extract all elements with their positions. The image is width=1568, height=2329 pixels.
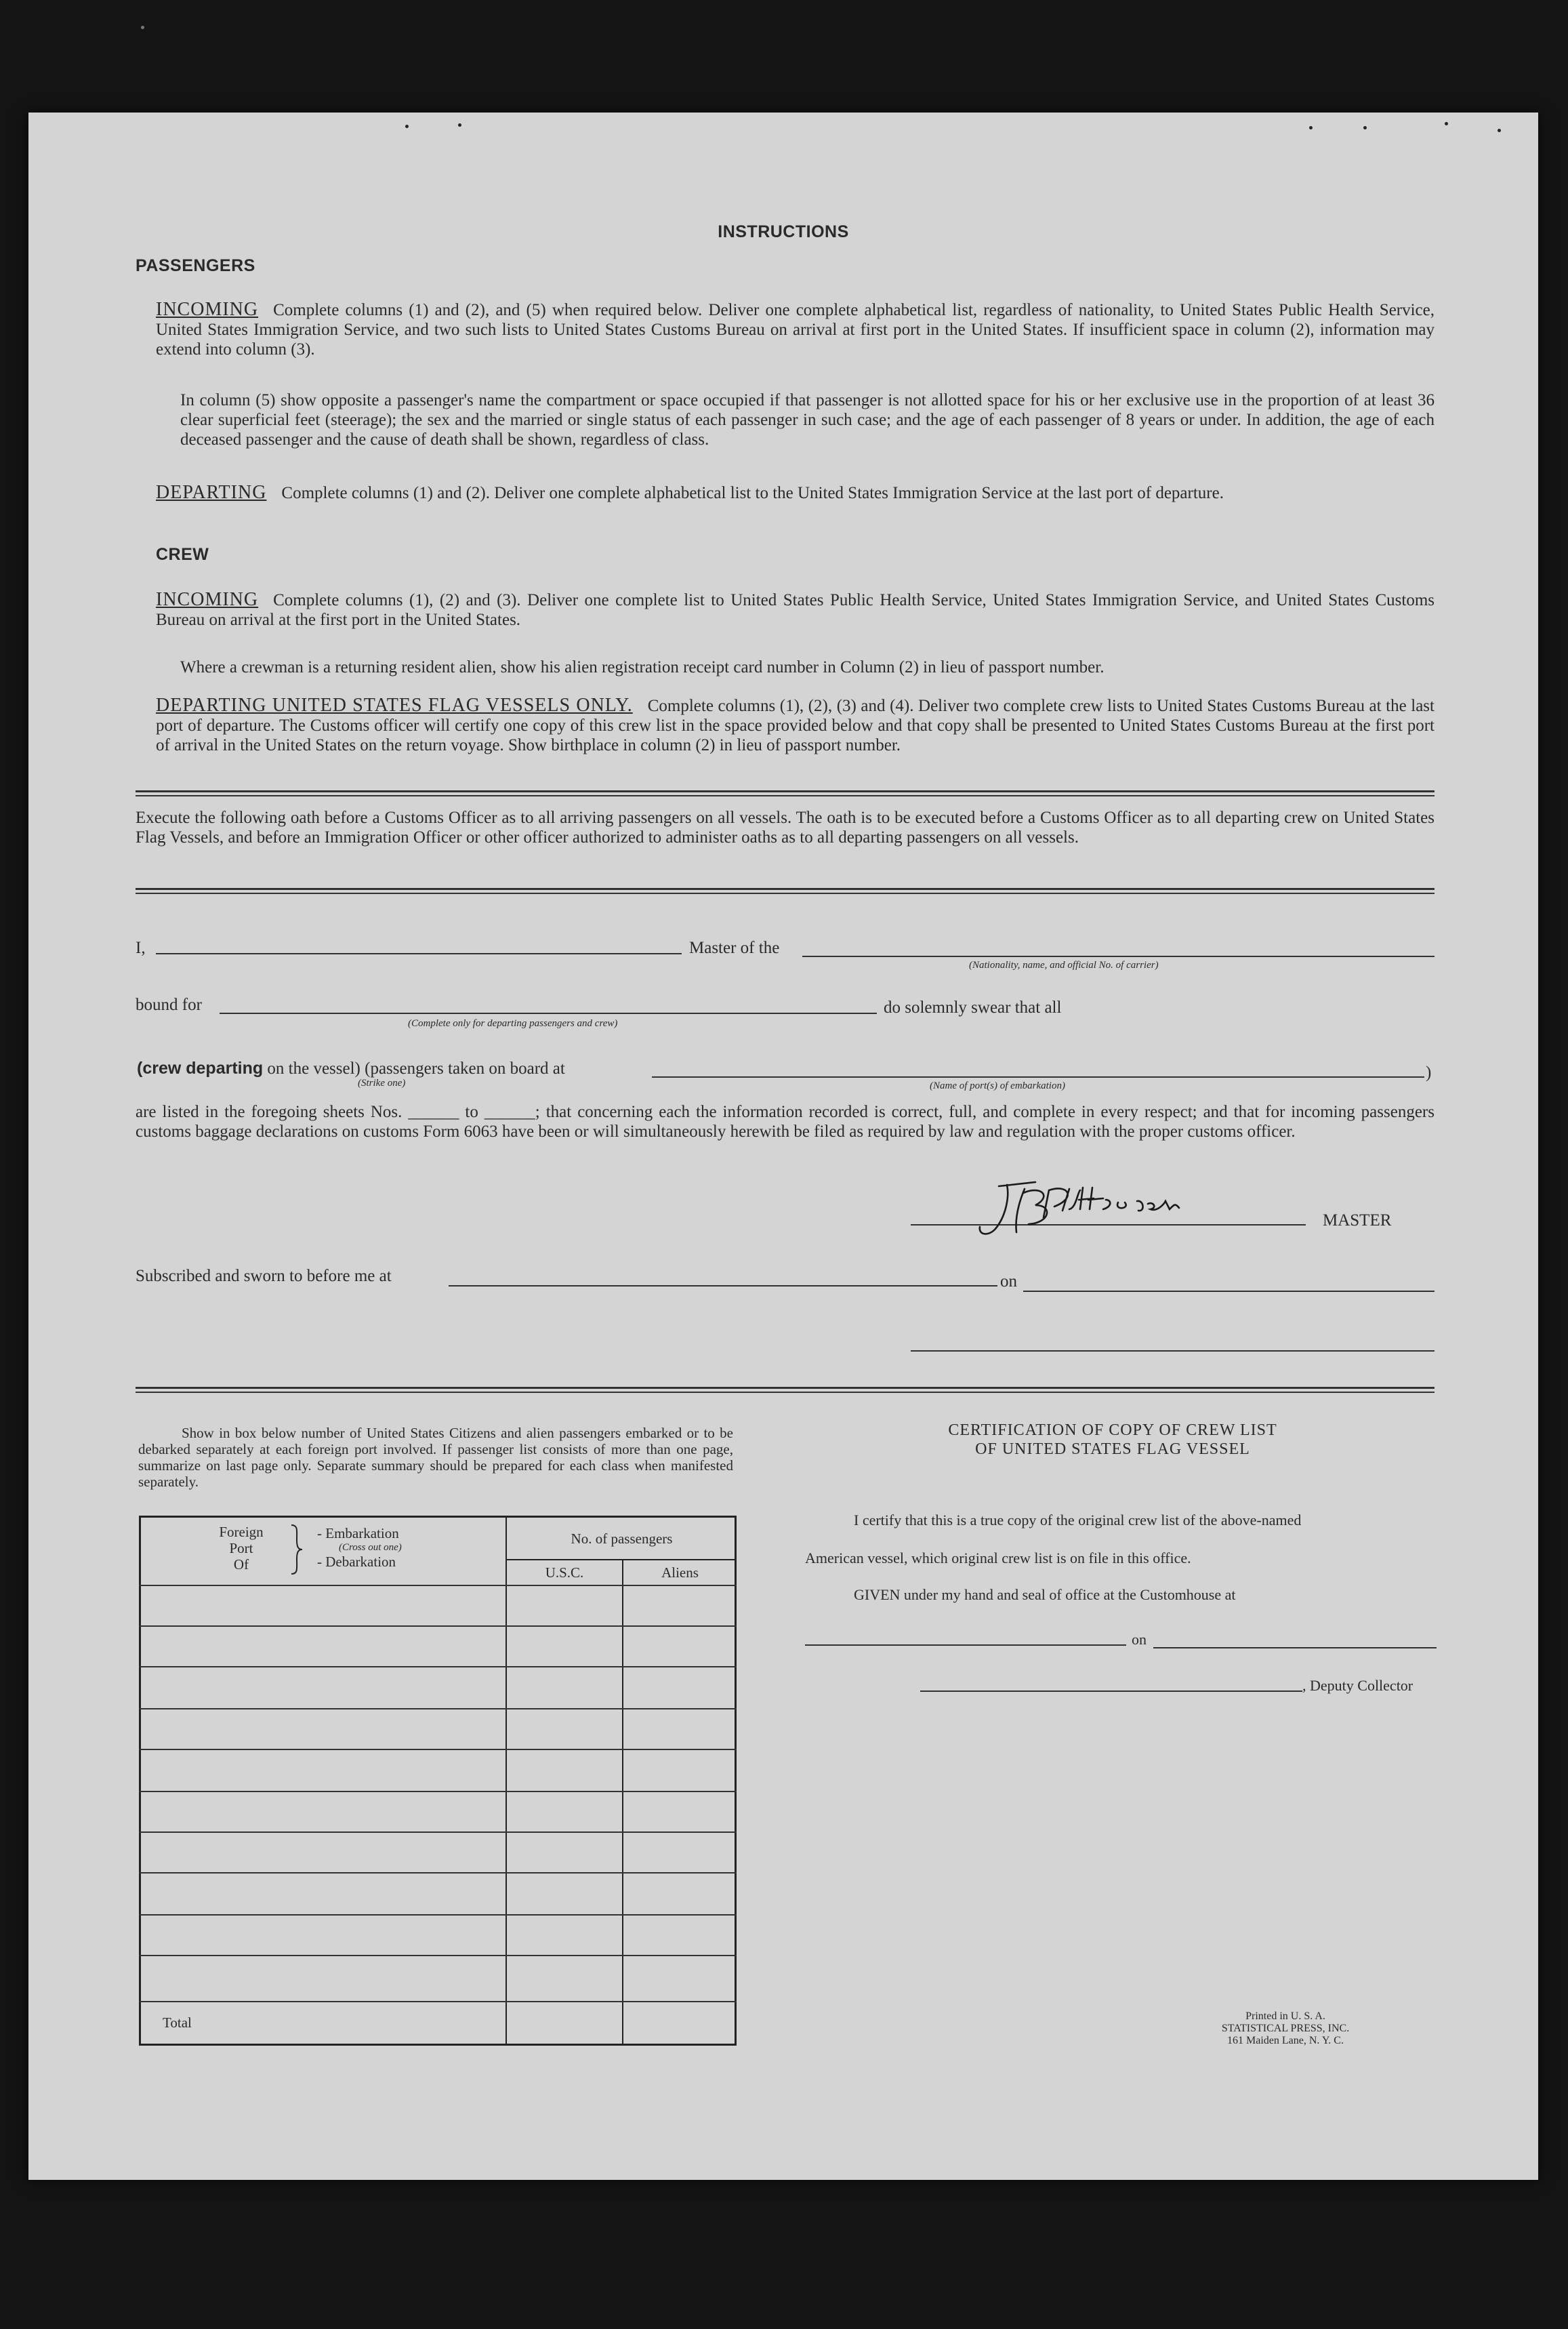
sworn-location-field[interactable] — [449, 1285, 997, 1287]
form-page — [28, 113, 1538, 2180]
certification-title — [808, 1421, 1418, 1459]
crew-heading: CREW — [156, 545, 209, 564]
port-label: Port — [229, 1540, 253, 1556]
printer-imprint — [1180, 2010, 1390, 2047]
scan-speck — [1363, 126, 1367, 129]
usc-header: U.S.C. — [545, 1564, 584, 1581]
embarkation-port-field[interactable] — [652, 1076, 1424, 1078]
of-label: Of — [233, 1556, 249, 1573]
given-line: GIVEN under my hand and seal of office at the Customhouse at — [854, 1586, 1236, 1603]
close-paren: ) — [1426, 1064, 1432, 1082]
table-row — [139, 1708, 737, 1709]
certification-date-field[interactable] — [1153, 1647, 1437, 1648]
sworn-on-label: on — [1000, 1272, 1017, 1291]
crew-incoming-paragraph — [156, 590, 1435, 630]
bound-for-field[interactable] — [220, 1013, 877, 1014]
scan-speck — [1309, 126, 1313, 129]
passengers-heading: PASSENGERS — [136, 256, 255, 275]
scan-speck — [1445, 122, 1448, 125]
scan-speck — [1498, 129, 1501, 132]
scan-speck — [458, 123, 461, 127]
passengers-departing-paragraph — [156, 483, 1435, 503]
total-label: Total — [163, 2014, 192, 2031]
brace-icon — [289, 1524, 305, 1575]
departing-us-paragraph — [156, 695, 1435, 755]
table-row — [139, 2001, 737, 2002]
ports-caption: (Name of port(s) of embarkation) — [930, 1080, 1065, 1091]
debarkation-label[interactable]: - Debarkation — [317, 1554, 396, 1570]
table-row — [139, 1749, 737, 1750]
master-label: MASTER — [1323, 1211, 1392, 1230]
table-row — [139, 1872, 737, 1874]
certification-on-label: on — [1132, 1631, 1147, 1648]
column-divider — [506, 1516, 507, 2046]
summary-instructions: Show in box below number of United States Citizens and alien passengers embarked or to be debarked separately at each foreign port involved. If passenger list consists of more than one page, summarize on last page only. Separate summary should be prepared for each class when manifested separately. — [138, 1425, 733, 1490]
master-of-the-label: Master of the — [689, 939, 780, 957]
cross-out-caption: (Cross out one) — [339, 1542, 402, 1553]
incoming-label: INCOMING — [156, 299, 259, 320]
column-divider — [622, 1559, 623, 2046]
departing-label: DEPARTING — [156, 482, 267, 503]
crew-incoming-label: INCOMING — [156, 589, 259, 610]
carrier-field[interactable] — [802, 956, 1435, 957]
swear-label: do solemnly swear that all — [884, 998, 1062, 1017]
sworn-date-field[interactable] — [1023, 1291, 1435, 1292]
customhouse-field[interactable] — [805, 1644, 1126, 1646]
certify-line2: American vessel, which original crew list is on file in this office. — [805, 1550, 1191, 1566]
printer-line2: STATISTICAL PRESS, INC. — [1221, 2023, 1350, 2034]
aliens-header: Aliens — [661, 1564, 699, 1581]
column5-paragraph: In column (5) show opposite a passenger's name the compartment or space occupied if that passenger is not allotted space for his or her exclusive use in the proportion of at least 36 clear superficial feet (steerage); the sex and the married or single status of each passenger in such case; and the age of each passenger of 8 years or under. In addition, the age of each deceased passenger and the cause of death shall be shown, regardless of class. — [180, 391, 1435, 449]
table-row — [139, 1585, 737, 1586]
bound-for-caption: (Complete only for departing passengers and crew) — [408, 1018, 618, 1029]
foreign-port-of-label — [210, 1524, 272, 1573]
strike-one-caption: (Strike one) — [358, 1078, 406, 1089]
crew-departing-option[interactable]: (crew departing — [137, 1059, 264, 1078]
departing-us-text: Complete columns (1), (2), (3) and (4). Deliver two complete crew lists to United States Customs Bureau at the last port of departure. The Customs officer will certify one copy of this crew list in the space provided below and that copy shall be presented to United States Customs Bureau at the first port of arrival in the United States on the return voyage. Show birthplace in column (2) in lieu of passport number. — [156, 697, 1435, 754]
no-of-passengers-header: No. of passengers — [571, 1531, 673, 1547]
passenger-summary-table — [139, 1516, 737, 2046]
departing-us-label: DEPARTING UNITED STATES FLAG VESSELS ONLY. — [156, 695, 633, 716]
table-row — [139, 1666, 737, 1667]
subscribed-label: Subscribed and sworn to before me at — [136, 1267, 392, 1285]
table-row — [139, 1791, 737, 1792]
table-row — [139, 1831, 737, 1833]
scan-speck — [405, 125, 409, 128]
scan-speck — [141, 26, 144, 29]
printer-line3: 161 Maiden Lane, N. Y. C. — [1227, 2035, 1344, 2046]
table-row — [139, 1955, 737, 1956]
certification-title-line1: CERTIFICATION OF COPY OF CREW LIST — [948, 1421, 1277, 1439]
crew-passengers-line — [137, 1059, 565, 1078]
certification-title-line2: OF UNITED STATES FLAG VESSEL — [975, 1440, 1250, 1458]
master-name-field[interactable] — [156, 953, 682, 954]
table-row — [139, 1625, 737, 1627]
passengers-incoming-paragraph — [156, 300, 1435, 359]
oath-intro: Execute the following oath before a Customs Officer as to all arriving passengers on all vessels. The oath is to be executed before a Customs Officer as to all departing crew on United States Flag Vessels, and before an Immigration Officer or other officer authorized to administer oaths as to all departing passengers on all vessels. — [136, 809, 1435, 847]
table-row — [139, 1914, 737, 1916]
foreign-label: Foreign — [219, 1524, 264, 1540]
listed-paragraph: are listed in the foregoing sheets Nos. ______ to ______; that concerning each the information recorded is correct, full, and complete in every respect; and that for incoming passengers customs baggage declarations on customs Form 6063 have been or will simultaneously herewith be filed as required by law and regulation with the proper customs officer. — [136, 1103, 1435, 1141]
section-divider — [136, 790, 1435, 792]
header-divider — [506, 1559, 737, 1560]
on-vessel-text: on the vessel) — [267, 1059, 360, 1078]
departing-text: Complete columns (1) and (2). Deliver one complete alphabetical list to the United States Immigration Service at the last port of departure. — [281, 484, 1224, 502]
deputy-collector-label: , Deputy Collector — [1302, 1677, 1414, 1694]
instructions-title: INSTRUCTIONS — [718, 222, 849, 241]
passengers-taken-option[interactable]: (passengers taken on board at — [365, 1059, 565, 1078]
bound-for-label: bound for — [136, 996, 202, 1014]
deputy-collector-signature-field[interactable] — [920, 1690, 1302, 1692]
crewman-paragraph: Where a crewman is a returning resident alien, show his alien registration receipt card number in Column (2) in lieu of passport number. — [180, 658, 1105, 676]
section-divider — [136, 888, 1435, 890]
officer-signature-field[interactable] — [911, 1350, 1435, 1352]
embarkation-options — [317, 1525, 402, 1570]
oath-i-label: I, — [136, 939, 146, 957]
carrier-caption: (Nationality, name, and official No. of carrier) — [969, 960, 1159, 971]
master-signature — [968, 1170, 1212, 1244]
embarkation-label[interactable]: - Embarkation — [317, 1525, 399, 1541]
crew-incoming-text: Complete columns (1), (2) and (3). Deliver one complete list to United States Public Health Service, United States Immigration Service, and United States Customs Bureau on arrival at the first port in the United States. — [156, 591, 1435, 629]
printer-line1: Printed in U. S. A. — [1245, 2010, 1325, 2022]
certify-line1: I certify that this is a true copy of the original crew list of the above-named — [854, 1512, 1302, 1528]
section-divider — [136, 1387, 1435, 1389]
incoming-text: Complete columns (1) and (2), and (5) when required below. Deliver one complete alphabetical list, regardless of nationality, to United States Public Health Service, United States Immigration Service, and two such lists to United States Customs Bureau on arrival at first port in the United States. If insufficient space in column (2), information may extend into column (3). — [156, 301, 1435, 359]
